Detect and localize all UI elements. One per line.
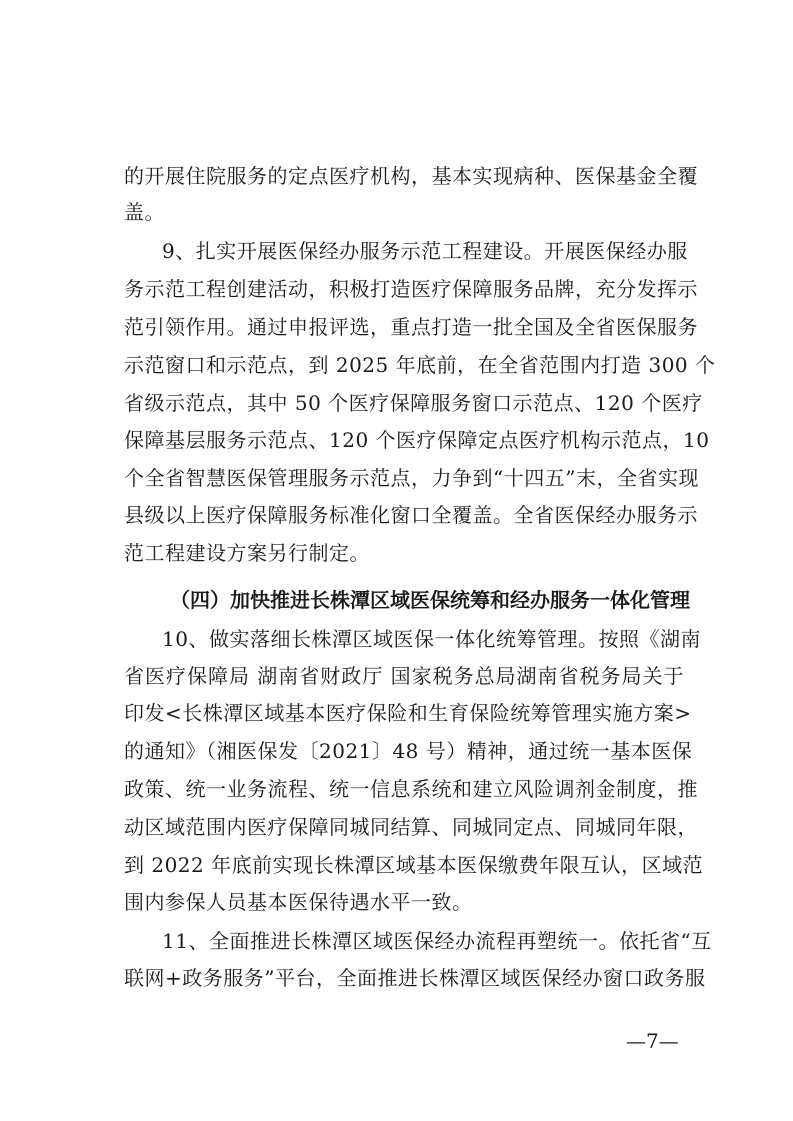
body-line-20: 围内参保人员基本医保待遇水平一致。 [124,890,473,914]
body-line-17: 政策、统一业务流程、统一信息系统和建立风险调剂金制度，推 [124,777,698,801]
body-line-14: 省医疗保障局 湖南省财政厅 国家税务总局湖南省税务局关于 [124,664,684,688]
section-heading: （四）加快推进长株潭区域医保统筹和经办服务一体化管理 [170,588,690,612]
body-line-2: 盖。 [124,200,165,224]
body-line-15: 印发<长株潭区域基本医疗保险和生育保险统筹管理实施方案> [124,701,692,725]
body-line-22: 联网+政务服务”平台，全面推进长株潭区域医保经办窗口政务服 [124,966,706,990]
body-line-13: 10、做实落细长株潭区域医保一体化统筹管理。按照《湖南 [162,627,701,651]
body-line-18: 动区域范围内医疗保障同城同结算、同城同定点、同城同年限， [124,815,698,839]
body-line-9: 个全省智慧医保管理服务示范点，力争到“十四五”末，全省实现 [124,466,699,490]
body-line-10: 县级以上医疗保障服务标准化窗口全覆盖。全省医保经办服务示 [124,503,698,527]
body-line-4: 务示范工程创建活动，积极打造医疗保障服务品牌，充分发挥示 [124,277,698,301]
body-line-11: 范工程建设方案另行制定。 [124,541,370,565]
body-line-3: 9、扎实开展医保经办服务示范工程建设。开展医保经办服 [162,239,688,263]
body-line-5: 范引领作用。通过申报评选，重点打造一批全国及全省医保服务 [124,315,698,339]
body-line-19: 到 2022 年底前实现长株潭区域基本医保缴费年限互认，区域范 [124,853,704,877]
body-line-6: 示范窗口和示范点，到 2025 年底前，在全省范围内打造 300 个 [124,353,716,377]
page-number: —7— [626,1029,679,1053]
body-line-1: 的开展住院服务的定点医疗机构，基本实现病种、医保基金全覆 [124,164,698,188]
body-line-7: 省级示范点，其中 50 个医疗保障服务窗口示范点、120 个医疗 [124,391,703,415]
body-line-8: 保障基层服务示范点、120 个医疗保障定点医疗机构示范点，10 [124,428,710,452]
body-line-21: 11、全面推进长株潭区域医保经办流程再塑统一。依托省“互 [162,929,712,953]
body-line-16: 的通知》（湘医保发〔2021〕48 号）精神，通过统一基本医保 [124,739,693,763]
